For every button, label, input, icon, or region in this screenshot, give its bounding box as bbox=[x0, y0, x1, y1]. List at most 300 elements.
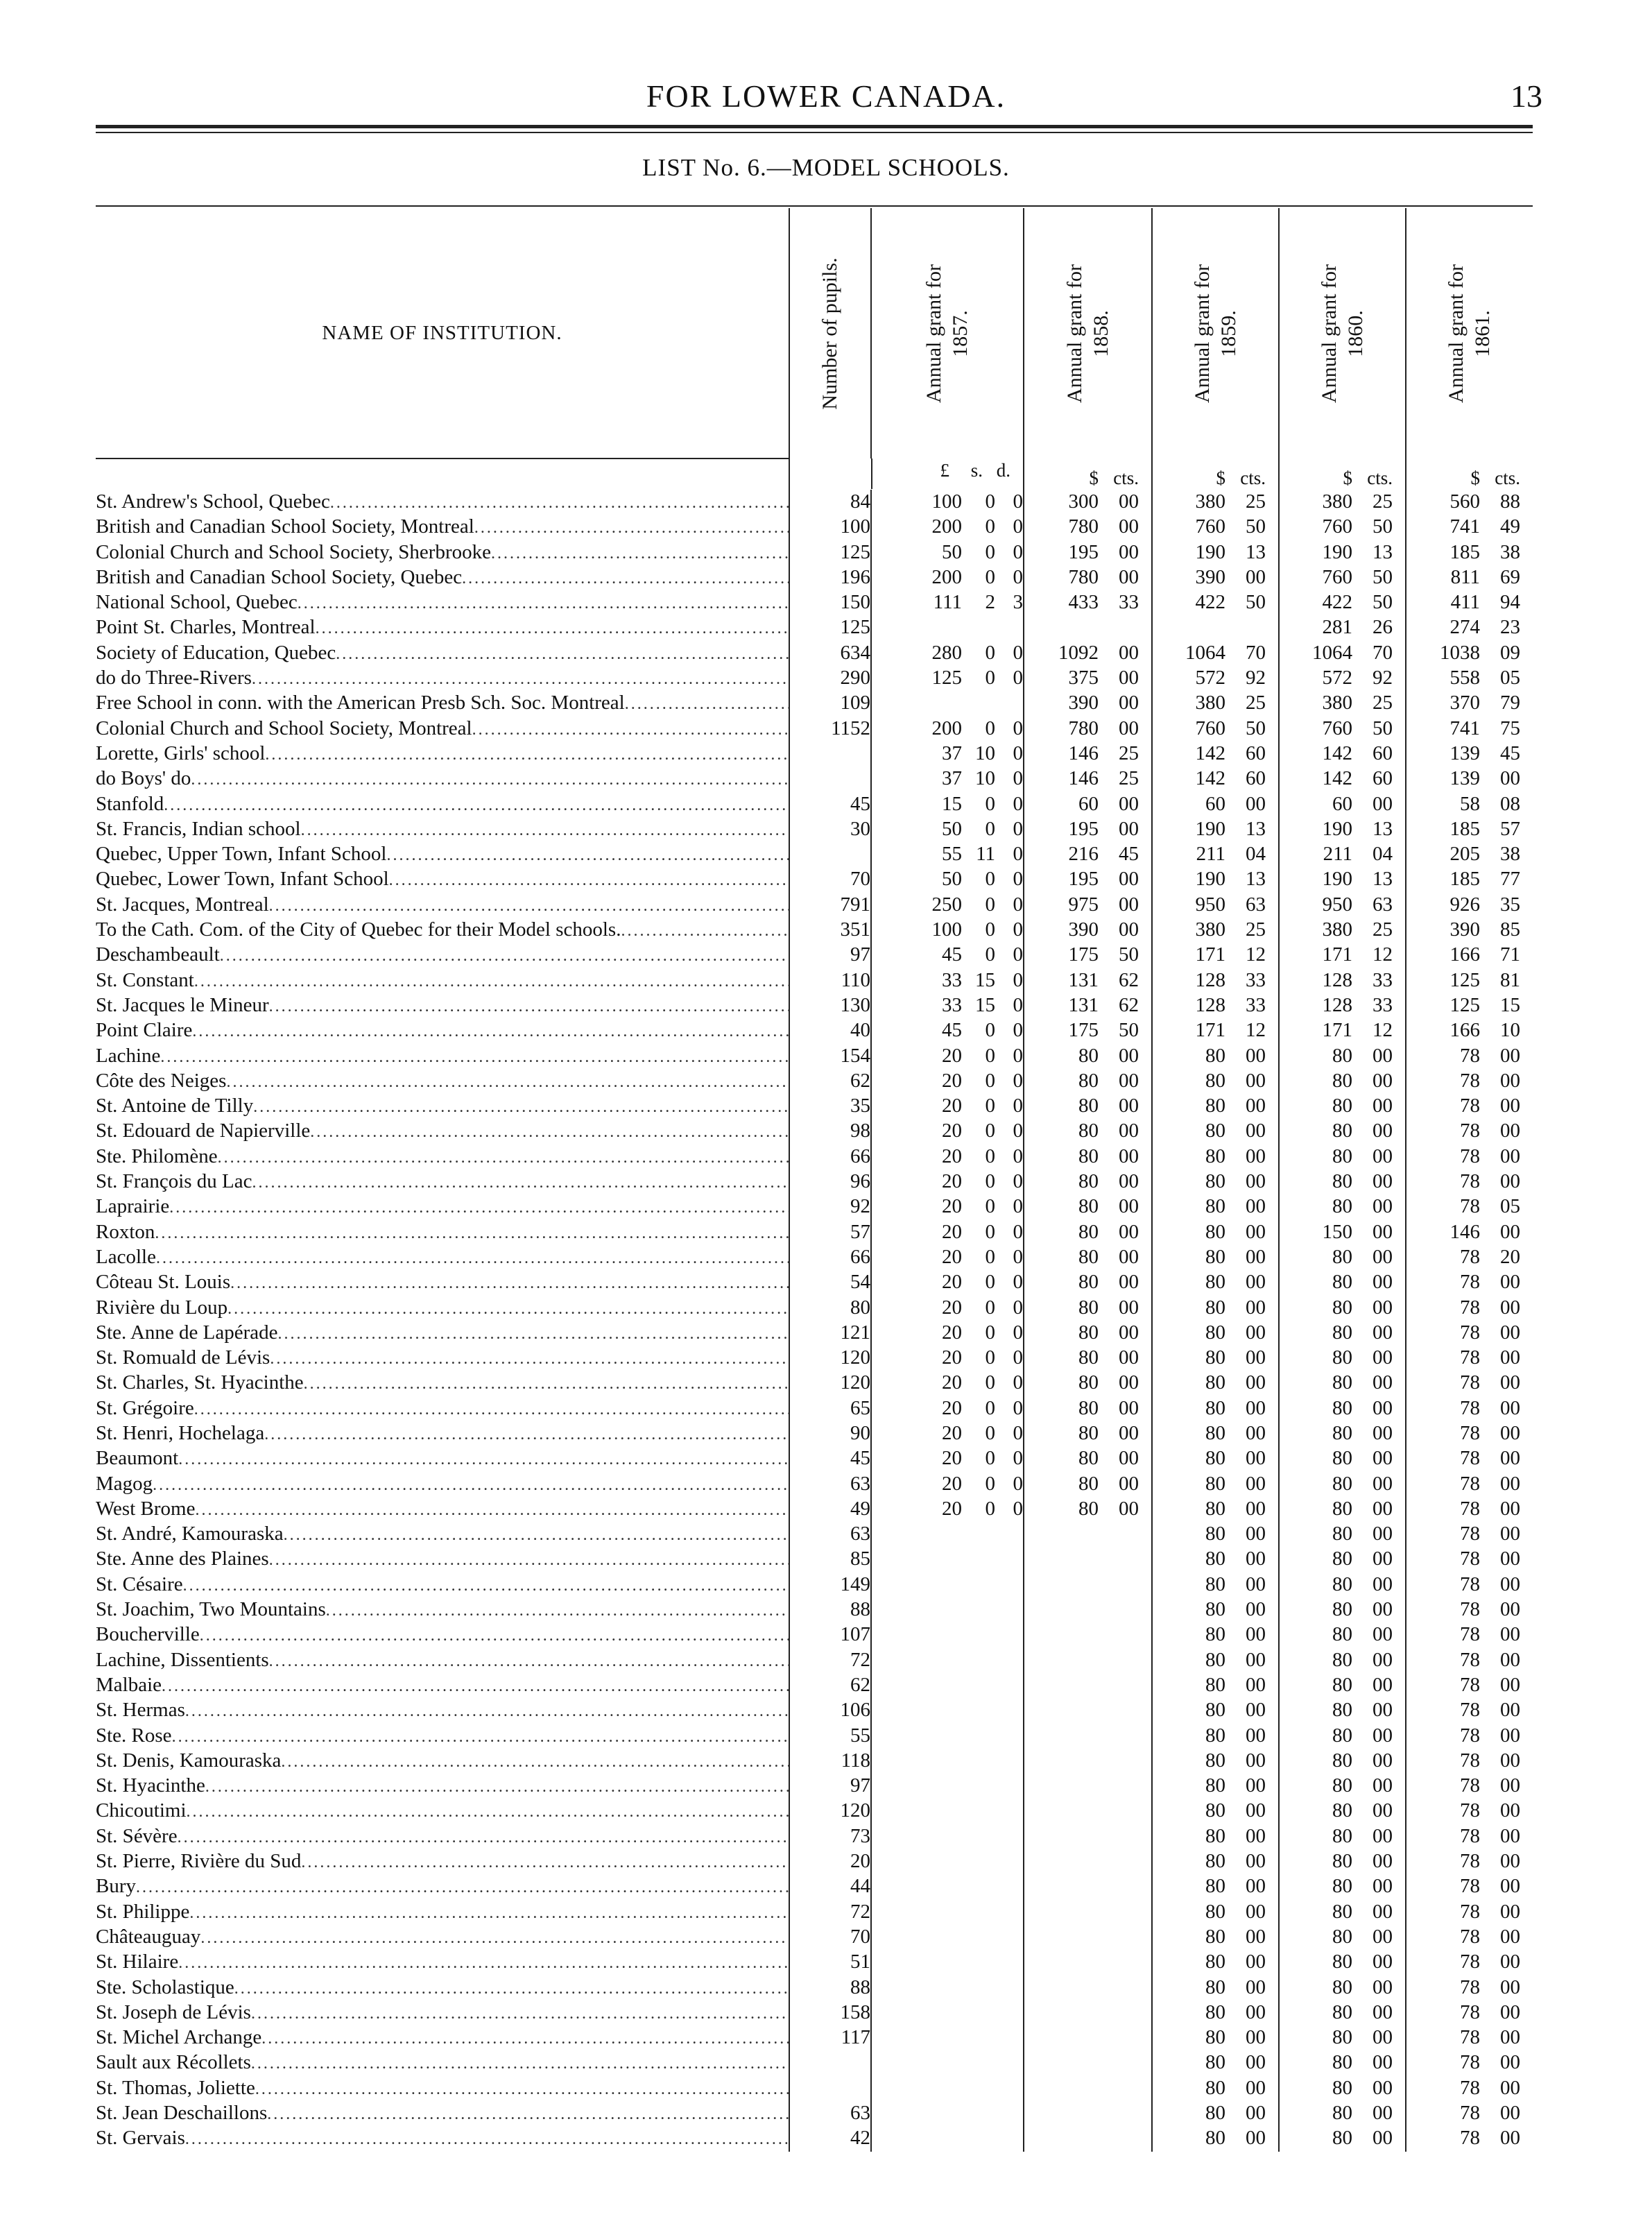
institution-name: West Brome bbox=[96, 1497, 196, 1520]
grant-1861-cell bbox=[1406, 1698, 1533, 1723]
grant-1861-cents: 00 bbox=[1500, 1523, 1520, 1545]
grant-1860-cell bbox=[1279, 1321, 1406, 1346]
grant-1857-shillings: 0 bbox=[985, 1095, 995, 1117]
grant-1857-cell bbox=[871, 1169, 1024, 1194]
grant-1861-cell bbox=[1406, 968, 1533, 993]
grant-1858-dollars: 216 bbox=[1068, 843, 1099, 866]
institution-name-wrap bbox=[96, 666, 789, 691]
grant-1857-shillings: 0 bbox=[985, 515, 995, 538]
grant-1861-dollars: 125 bbox=[1449, 968, 1480, 991]
grant-1857-pence: 0 bbox=[1013, 1346, 1023, 1369]
leader-dots bbox=[491, 542, 789, 565]
institution-name-wrap bbox=[96, 817, 789, 842]
institution-name: St. Romuald de Lévis bbox=[96, 1346, 270, 1369]
grant-1861-cents: 05 bbox=[1500, 1195, 1520, 1218]
grant-1858-dollars: 80 bbox=[1078, 1321, 1099, 1344]
institution-name-wrap bbox=[96, 968, 789, 993]
grant-1857-pounds: 20 bbox=[942, 1321, 962, 1344]
grant-1860-dollars: 80 bbox=[1332, 1447, 1352, 1470]
grant-1858-cell bbox=[1024, 766, 1152, 791]
grant-1860-cents: 13 bbox=[1373, 868, 1393, 891]
grant-1858-cell bbox=[1024, 1547, 1152, 1572]
grant-1860-cell bbox=[1279, 666, 1406, 691]
pupils-cell: 109 bbox=[789, 691, 871, 716]
grant-1860-dollars: 80 bbox=[1332, 1120, 1352, 1142]
grant-1860-dollars: 150 bbox=[1322, 1220, 1352, 1243]
institution-name: Chicoutimi bbox=[96, 1799, 187, 1822]
grant-1860-dollars: 80 bbox=[1332, 1824, 1352, 1847]
pupils-cell: 63 bbox=[789, 2101, 871, 2126]
grant-1857-pence: 0 bbox=[1013, 968, 1023, 991]
grant-1861-dollars: 741 bbox=[1449, 717, 1480, 739]
grant-1857-shillings: 15 bbox=[975, 968, 995, 991]
column-header-1860-line1: Annual grant for bbox=[1317, 264, 1341, 403]
grant-1858-cell bbox=[1024, 1396, 1152, 1421]
grant-1861-cell bbox=[1406, 1044, 1533, 1069]
grant-1858-cell bbox=[1024, 540, 1152, 565]
grant-1857-cell bbox=[871, 1346, 1024, 1371]
grant-1861-dollars: 390 bbox=[1449, 918, 1480, 941]
institution-name-wrap bbox=[96, 1547, 789, 1572]
institution-name: Malbaie bbox=[96, 1673, 162, 1696]
grant-1859-cell bbox=[1152, 1169, 1279, 1194]
institution-name: St. Philippe bbox=[96, 1900, 190, 1923]
unit-dollar: $ bbox=[1343, 468, 1352, 488]
grant-1858-dollars: 146 bbox=[1068, 742, 1099, 764]
grant-1857-cell bbox=[871, 1371, 1024, 1396]
column-header-1857-line2: 1857. bbox=[949, 309, 972, 357]
grant-1858-dollars: 146 bbox=[1068, 767, 1099, 790]
grant-1858-cents: 00 bbox=[1119, 1396, 1139, 1419]
grant-1857-shillings: 0 bbox=[985, 1396, 995, 1419]
grant-1860-cents: 00 bbox=[1373, 1724, 1393, 1747]
grant-1861-cents: 81 bbox=[1500, 968, 1520, 991]
grant-1860-cents: 00 bbox=[1373, 1271, 1393, 1294]
grant-1860-cents: 00 bbox=[1373, 1371, 1393, 1394]
grant-1861-cell bbox=[1406, 1774, 1533, 1799]
grant-1858-dollars: 80 bbox=[1078, 1271, 1099, 1294]
grant-1859-cents: 00 bbox=[1246, 1421, 1266, 1444]
grant-1857-lsd bbox=[872, 1346, 1023, 1369]
grant-1858-cell bbox=[1024, 1296, 1152, 1321]
institution-name-cell bbox=[96, 1497, 789, 1522]
grant-1859-dollars: 80 bbox=[1205, 1824, 1225, 1847]
grant-1858-cell bbox=[1024, 1698, 1152, 1723]
institution-name: St. Edouard de Napierville bbox=[96, 1120, 311, 1142]
grant-1857-shillings: 0 bbox=[985, 1195, 995, 1218]
grant-1858-cell bbox=[1024, 1446, 1152, 1471]
grant-1861-cents: 00 bbox=[1500, 1573, 1520, 1595]
institution-name-cell bbox=[96, 1321, 789, 1346]
grant-1859-dollars: 80 bbox=[1205, 1472, 1225, 1495]
column-header-1860-line2: 1860. bbox=[1343, 309, 1367, 357]
grant-1857-lsd bbox=[872, 590, 1023, 614]
grant-1857-cell bbox=[871, 1824, 1024, 1849]
grant-1857-lsd bbox=[872, 766, 1023, 790]
grant-1859-cell bbox=[1152, 842, 1279, 867]
grant-1857-pounds: 200 bbox=[931, 515, 962, 538]
grant-1861-cell bbox=[1406, 1925, 1533, 1950]
grant-1860-cents: 00 bbox=[1373, 1648, 1393, 1671]
grant-1861-dollars: 78 bbox=[1460, 1396, 1480, 1419]
grant-1861-dollars: 811 bbox=[1450, 565, 1480, 588]
institution-name-cell bbox=[96, 615, 789, 640]
grant-1858-cell bbox=[1024, 1799, 1152, 1824]
grant-1857-cell bbox=[871, 1622, 1024, 1647]
grant-1861-cell bbox=[1406, 1018, 1533, 1043]
grant-1857-cell bbox=[871, 1573, 1024, 1597]
grant-1859-dollars: 171 bbox=[1195, 943, 1225, 966]
grant-1861-cents: 00 bbox=[1500, 2000, 1520, 2023]
grant-1859-dollars: 80 bbox=[1205, 1245, 1225, 1268]
institution-name: St. Hyacinthe bbox=[96, 1774, 205, 1797]
grant-1861-dollars: 205 bbox=[1449, 843, 1480, 866]
grant-1859-cell bbox=[1152, 1597, 1279, 1622]
institution-name-cell bbox=[96, 1472, 789, 1497]
grant-1859-cents: 00 bbox=[1246, 2127, 1266, 2150]
leader-dots bbox=[156, 1246, 789, 1270]
institution-name: St. Henri, Hochelaga bbox=[96, 1421, 265, 1444]
grant-1859-cell bbox=[1152, 2076, 1279, 2101]
grant-1858-cents: 00 bbox=[1119, 540, 1139, 563]
grant-1859-dollars: 171 bbox=[1195, 1019, 1225, 1042]
institution-name: St. Jacques, Montreal bbox=[96, 893, 269, 916]
grant-1860-cents: 00 bbox=[1373, 1573, 1393, 1595]
pupils-cell: 150 bbox=[789, 590, 871, 615]
grant-1859-cell bbox=[1152, 2050, 1279, 2075]
grant-1860-cell bbox=[1279, 1346, 1406, 1371]
grant-1859-dollars: 80 bbox=[1205, 1220, 1225, 1243]
grant-1860-dollars: 80 bbox=[1332, 1749, 1352, 1772]
grant-1857-pounds: 33 bbox=[942, 968, 962, 991]
table-row bbox=[96, 918, 1533, 943]
grant-1857-pounds: 20 bbox=[942, 1296, 962, 1319]
grant-1859-dollars: 1064 bbox=[1185, 641, 1225, 664]
grant-1861-cell bbox=[1406, 1497, 1533, 1522]
institution-name-cell bbox=[96, 1774, 789, 1799]
grant-1857-lsd bbox=[872, 565, 1023, 589]
grant-1857-lsd bbox=[872, 867, 1023, 891]
grant-1857-pence: 0 bbox=[1013, 893, 1023, 916]
leader-dots bbox=[281, 1750, 789, 1774]
grant-1861-cell bbox=[1406, 1220, 1533, 1245]
grant-1858-cell bbox=[1024, 1094, 1152, 1119]
institution-name: do Boys' do bbox=[96, 767, 191, 790]
grant-1857-cell bbox=[871, 1296, 1024, 1321]
grant-1861-cell bbox=[1406, 1724, 1533, 1749]
institution-name-cell bbox=[96, 867, 789, 892]
grant-1861-cell bbox=[1406, 1245, 1533, 1270]
table-row bbox=[96, 1018, 1533, 1043]
grant-1861-dollars: 78 bbox=[1460, 1069, 1480, 1092]
grant-1859-cents: 00 bbox=[1246, 1976, 1266, 1998]
pupils-cell: 106 bbox=[789, 1698, 871, 1723]
grant-1857-cell bbox=[871, 1044, 1024, 1069]
grant-1857-shillings: 2 bbox=[985, 591, 995, 614]
grant-1857-pence: 0 bbox=[1013, 918, 1023, 941]
grant-1858-cents: 00 bbox=[1119, 817, 1139, 840]
grant-1860-dollars: 281 bbox=[1322, 616, 1352, 639]
institution-name-cell bbox=[96, 1724, 789, 1749]
grant-1860-dollars: 171 bbox=[1322, 943, 1352, 966]
table-row bbox=[96, 1169, 1533, 1194]
grant-1860-dollars: 380 bbox=[1322, 918, 1352, 941]
grant-1861-cell bbox=[1406, 1270, 1533, 1295]
grant-1860-cents: 00 bbox=[1373, 1951, 1393, 1973]
grant-1861-cell bbox=[1406, 1296, 1533, 1321]
grant-1859-cell bbox=[1152, 1673, 1279, 1698]
grant-1860-cell bbox=[1279, 540, 1406, 565]
grant-1861-cell bbox=[1406, 893, 1533, 918]
grant-1860-dollars: 760 bbox=[1322, 515, 1352, 538]
institution-name-cell bbox=[96, 918, 789, 943]
institution-name-wrap bbox=[96, 2000, 789, 2025]
grant-1858-cell bbox=[1024, 490, 1152, 515]
grant-1858-cents: 00 bbox=[1119, 1220, 1139, 1243]
grant-1858-cell bbox=[1024, 1321, 1152, 1346]
institution-name-cell bbox=[96, 1044, 789, 1069]
grant-1857-lsd bbox=[872, 1371, 1023, 1394]
list-title: LIST No. 6.—MODEL SCHOOLS. bbox=[642, 154, 1010, 181]
grant-1860-cell bbox=[1279, 515, 1406, 540]
grant-1858-cents: 25 bbox=[1119, 767, 1139, 790]
grant-1859-dollars: 80 bbox=[1205, 1321, 1225, 1344]
grant-1861-cents: 00 bbox=[1500, 1170, 1520, 1193]
grant-1861-dollars: 78 bbox=[1460, 1095, 1480, 1117]
pupils-cell: 90 bbox=[789, 1421, 871, 1446]
institution-name: Bury bbox=[96, 1875, 136, 1898]
grant-1858-cell bbox=[1024, 1597, 1152, 1622]
grant-1857-cell bbox=[871, 1472, 1024, 1497]
grant-1857-pounds: 15 bbox=[942, 792, 962, 815]
grant-1861-dollars: 58 bbox=[1460, 792, 1480, 815]
grant-1859-cents: 50 bbox=[1246, 717, 1266, 739]
pupils-cell: 88 bbox=[789, 1597, 871, 1622]
grant-1859-cents: 00 bbox=[1246, 1346, 1266, 1369]
grant-1861-dollars: 741 bbox=[1449, 515, 1480, 538]
grant-1858-dollars: 80 bbox=[1078, 1497, 1099, 1520]
grant-1860-cell bbox=[1279, 1296, 1406, 1321]
grant-1858-cell bbox=[1024, 867, 1152, 892]
grant-1861-cents: 38 bbox=[1500, 843, 1520, 866]
institution-name-cell bbox=[96, 842, 789, 867]
pupils-cell: 62 bbox=[789, 1673, 871, 1698]
pupils-cell: 154 bbox=[789, 1044, 871, 1069]
grant-1857-pounds: 33 bbox=[942, 993, 962, 1016]
grant-1861-cell bbox=[1406, 1069, 1533, 1094]
grant-1857-shillings: 0 bbox=[985, 490, 995, 513]
grant-1857-cell bbox=[871, 1396, 1024, 1421]
grant-1860-cents: 00 bbox=[1373, 1598, 1393, 1621]
grant-1861-cents: 00 bbox=[1500, 1095, 1520, 1117]
grant-1860-cents: 25 bbox=[1373, 490, 1393, 513]
leader-dots bbox=[178, 1448, 789, 1471]
grant-1857-cell bbox=[871, 993, 1024, 1018]
leader-dots bbox=[251, 2052, 789, 2075]
grant-1859-cents: 00 bbox=[1246, 1824, 1266, 1847]
grant-1859-dollars: 142 bbox=[1195, 767, 1225, 790]
institution-name-wrap bbox=[96, 993, 789, 1018]
leader-dots bbox=[269, 995, 789, 1018]
table-row bbox=[96, 666, 1533, 691]
institution-name-wrap bbox=[96, 867, 789, 892]
grant-1860-cents: 12 bbox=[1373, 943, 1393, 966]
pupils-cell bbox=[789, 2050, 871, 2075]
institution-name-cell bbox=[96, 1018, 789, 1043]
grant-1859-cell bbox=[1152, 1069, 1279, 1094]
institution-name-wrap bbox=[96, 943, 789, 968]
grant-1860-dollars: 211 bbox=[1323, 843, 1352, 866]
grant-1858-cents: 00 bbox=[1119, 1195, 1139, 1218]
table-row bbox=[96, 565, 1533, 590]
grant-1857-pounds: 20 bbox=[942, 1371, 962, 1394]
grant-1860-cents: 60 bbox=[1373, 767, 1393, 790]
grant-1859-cell bbox=[1152, 1194, 1279, 1219]
grant-1861-cell bbox=[1406, 867, 1533, 892]
grant-1861-cell bbox=[1406, 1900, 1533, 1925]
grant-1857-pence: 0 bbox=[1013, 1245, 1023, 1268]
grant-1857-shillings: 0 bbox=[985, 943, 995, 966]
leader-dots bbox=[252, 667, 789, 691]
grant-1861-dollars: 78 bbox=[1460, 1195, 1480, 1218]
grant-1857-cell bbox=[871, 691, 1024, 716]
table-row bbox=[96, 1421, 1533, 1446]
grant-1859-cell bbox=[1152, 943, 1279, 968]
leader-dots bbox=[270, 1347, 789, 1371]
grant-1858-dollars: 80 bbox=[1078, 1120, 1099, 1142]
grant-1858-cell bbox=[1024, 893, 1152, 918]
grant-1860-dollars: 80 bbox=[1332, 2000, 1352, 2023]
grant-1860-cell bbox=[1279, 1119, 1406, 1144]
grant-1857-cell bbox=[871, 968, 1024, 993]
leader-dots bbox=[253, 1095, 789, 1119]
grant-1857-shillings: 10 bbox=[975, 767, 995, 790]
grant-1859-dollars: 80 bbox=[1205, 1044, 1225, 1067]
pupils-cell bbox=[789, 742, 871, 766]
institution-name-cell bbox=[96, 1648, 789, 1673]
leader-dots bbox=[336, 642, 789, 666]
grant-1858-dollars: 195 bbox=[1068, 868, 1099, 891]
grant-1857-cell bbox=[871, 1597, 1024, 1622]
grant-1857-cell bbox=[871, 893, 1024, 918]
grant-1860-cents: 70 bbox=[1373, 641, 1393, 664]
grant-1859-cell bbox=[1152, 1044, 1279, 1069]
grant-1859-cell bbox=[1152, 2126, 1279, 2151]
grant-1858-cents: 00 bbox=[1119, 515, 1139, 538]
grant-1857-pence: 0 bbox=[1013, 717, 1023, 739]
institution-name-wrap bbox=[96, 2101, 789, 2126]
grant-1861-dollars: 78 bbox=[1460, 2026, 1480, 2049]
pupils-cell: 72 bbox=[789, 1648, 871, 1673]
grant-1858-cell bbox=[1024, 842, 1152, 867]
leader-dots bbox=[153, 1473, 789, 1497]
grant-1860-cents: 33 bbox=[1373, 968, 1393, 991]
grant-1860-dollars: 80 bbox=[1332, 1145, 1352, 1167]
grant-1859-cell bbox=[1152, 766, 1279, 791]
grant-1859-dollars: 80 bbox=[1205, 1850, 1225, 1873]
leader-dots bbox=[178, 1951, 789, 1975]
grant-1858-dollars: 80 bbox=[1078, 1447, 1099, 1470]
grant-1859-dollars: 80 bbox=[1205, 2102, 1225, 2124]
grant-1859-dollars: 380 bbox=[1195, 918, 1225, 941]
institution-name-wrap bbox=[96, 1925, 789, 1950]
grant-1858-dollars: 300 bbox=[1068, 490, 1099, 513]
grant-1857-cell bbox=[871, 1874, 1024, 1899]
table-row bbox=[96, 766, 1533, 791]
institution-name: St. Thomas, Joliette bbox=[96, 2076, 255, 2099]
institution-name-cell bbox=[96, 1824, 789, 1849]
institution-name: Colonial Church and School Society, Montreal bbox=[96, 717, 472, 739]
grant-1859-cents: 00 bbox=[1246, 1523, 1266, 1545]
table-top-rule bbox=[96, 205, 1533, 207]
grant-1860-dollars: 80 bbox=[1332, 2051, 1352, 2074]
pupils-cell: 73 bbox=[789, 1824, 871, 1849]
institution-name: Free School in conn. with the American Presb Sch. Soc. Montreal bbox=[96, 692, 625, 714]
institution-name-cell bbox=[96, 1296, 789, 1321]
institution-name-cell bbox=[96, 1573, 789, 1597]
grant-1860-cents: 00 bbox=[1373, 1296, 1393, 1319]
grant-1857-pounds: 45 bbox=[942, 1019, 962, 1042]
grant-1857-pounds: 20 bbox=[942, 1245, 962, 1268]
grant-1859-cents: 00 bbox=[1246, 1245, 1266, 1268]
grant-1857-cell bbox=[871, 792, 1024, 817]
grant-1858-cents: 00 bbox=[1119, 1497, 1139, 1520]
grant-1861-dollars: 78 bbox=[1460, 1120, 1480, 1142]
column-header-1858 bbox=[1024, 208, 1152, 459]
grant-1861-cell bbox=[1406, 2050, 1533, 2075]
grant-1859-cell bbox=[1152, 1648, 1279, 1673]
grant-1857-pounds: 100 bbox=[931, 490, 962, 513]
institution-name-wrap bbox=[96, 1774, 789, 1799]
grant-1858-cell bbox=[1024, 1018, 1152, 1043]
grant-1857-pence: 0 bbox=[1013, 1195, 1023, 1218]
grant-1857-shillings: 0 bbox=[985, 1245, 995, 1268]
grant-1857-shillings: 0 bbox=[985, 893, 995, 916]
grant-1858-cell bbox=[1024, 817, 1152, 842]
grant-1860-cell bbox=[1279, 1472, 1406, 1497]
grant-1859-cents: 00 bbox=[1246, 1598, 1266, 1621]
grant-1858-cents: 25 bbox=[1119, 742, 1139, 764]
institution-name-cell bbox=[96, 766, 789, 791]
column-header-1857 bbox=[871, 208, 1024, 459]
grant-1859-cell bbox=[1152, 540, 1279, 565]
institution-name-wrap bbox=[96, 1950, 789, 1975]
grant-1861-dollars: 166 bbox=[1449, 1019, 1480, 1042]
grant-1861-cell bbox=[1406, 1950, 1533, 1975]
unit-dollar: $ bbox=[1089, 468, 1099, 488]
grant-1859-dollars: 190 bbox=[1195, 817, 1225, 840]
table-row bbox=[96, 842, 1533, 867]
grant-1860-dollars: 80 bbox=[1332, 1548, 1352, 1570]
leader-dots bbox=[269, 1548, 789, 1572]
column-header-1859-line2: 1859. bbox=[1216, 309, 1240, 357]
grant-1859-cell bbox=[1152, 1547, 1279, 1572]
grant-1860-cell bbox=[1279, 1421, 1406, 1446]
institution-name: St. Grégoire bbox=[96, 1396, 194, 1419]
pupils-cell: 66 bbox=[789, 1145, 871, 1169]
grant-1860-dollars: 80 bbox=[1332, 1396, 1352, 1419]
pupils-cell: 121 bbox=[789, 1321, 871, 1346]
grant-1860-cell bbox=[1279, 1069, 1406, 1094]
leader-dots bbox=[389, 868, 789, 892]
table-row bbox=[96, 1044, 1533, 1069]
leader-dots bbox=[187, 1800, 789, 1824]
grant-1857-lsd bbox=[872, 1421, 1023, 1445]
grant-1859-cell bbox=[1152, 1245, 1279, 1270]
grant-1861-cell bbox=[1406, 1145, 1533, 1169]
grant-1860-dollars: 80 bbox=[1332, 1170, 1352, 1193]
table-row bbox=[96, 1824, 1533, 1849]
